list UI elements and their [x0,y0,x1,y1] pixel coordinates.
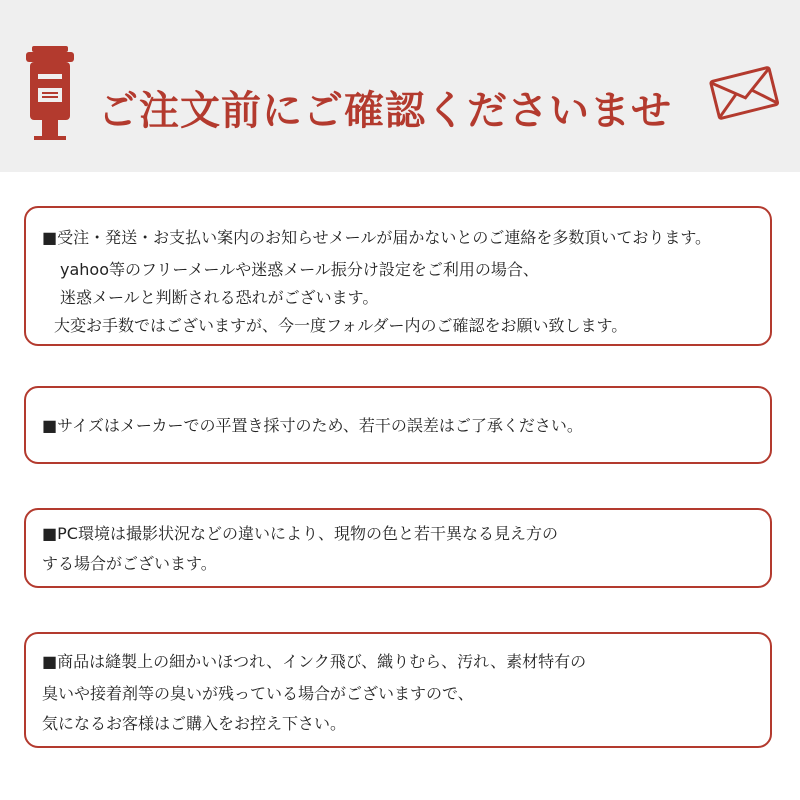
notice-line: ■サイズはメーカーでの平置き採寸のため、若干の誤差はご了承ください。 [42,416,583,435]
notice-line: 臭いや接着剤等の臭いが残っている場合がございますので、 [42,684,474,703]
notice-box-size [24,386,772,464]
notice-line: 大変お手数ではございますが、今一度フォルダー内のご確認をお願い致します。 [54,316,628,335]
notice-line: ■商品は縫製上の細かいほつれ、インク飛び、織りむら、汚れ、素材特有の [42,652,587,671]
postbox-icon [22,44,78,140]
notice-line: ■受注・発送・お支払い案内のお知らせメールが届かないとのご連絡を多数頂いております。 [42,228,712,247]
notice-line: 迷惑メールと判断される恐れがございます。 [60,288,379,307]
notice-line: する場合がございます。 [42,554,217,573]
notice-line: 気になるお客様はご購入をお控え下さい。 [42,714,347,733]
notice-line: yahoo等のフリーメールや迷惑メール振分け設定をご利用の場合、 [60,260,539,279]
notice-box-product [24,632,772,748]
header-banner [0,0,800,172]
notice-line: ■PC環境は撮影状況などの違いにより、現物の色と若干異なる見え方の [42,524,558,543]
page-title: ご注文前にご確認くださいませ [98,88,672,134]
notice-box-email [24,206,772,346]
envelope-icon [706,62,782,122]
notice-box-color [24,508,772,588]
